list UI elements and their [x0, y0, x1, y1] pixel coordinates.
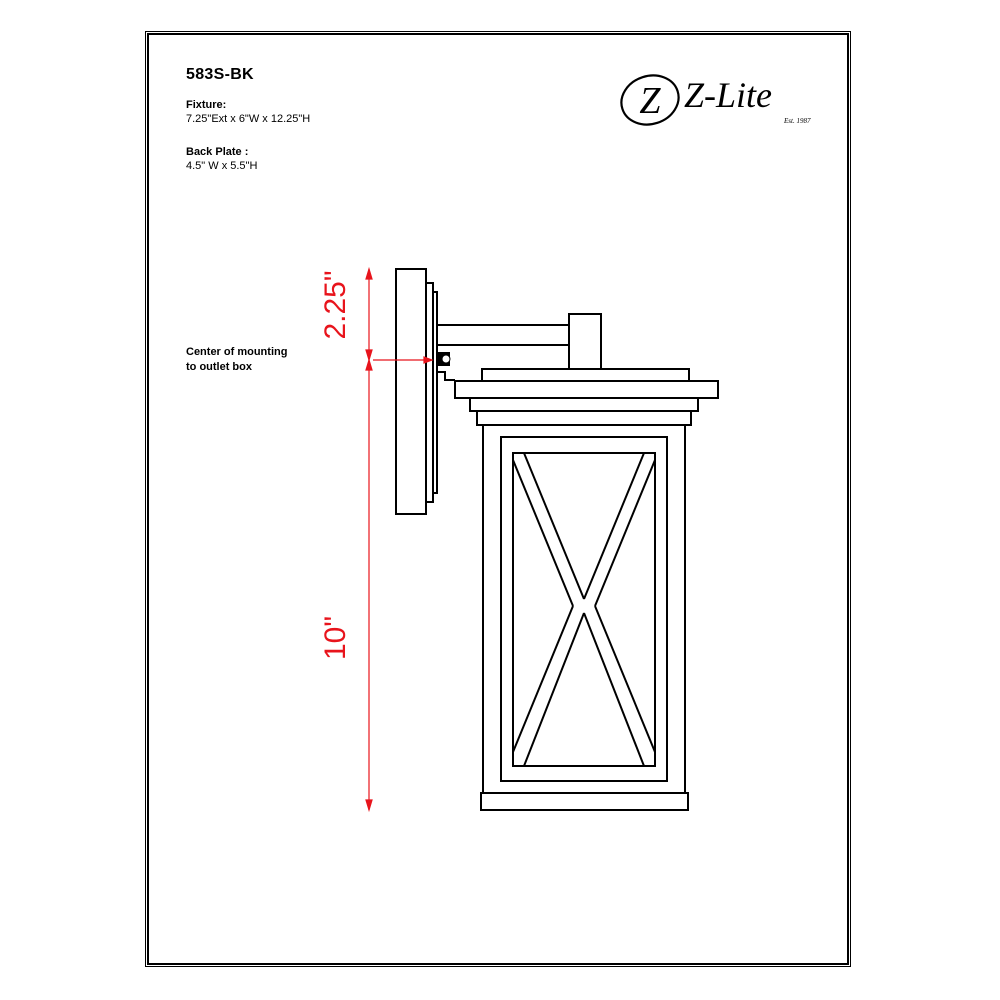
- fixture-label: Fixture:: [186, 99, 227, 111]
- mounting-leader-arrow: [424, 357, 432, 363]
- mounting-note-line1: Center of mounting: [186, 346, 288, 358]
- logo-monogram-letter: Z: [639, 80, 661, 122]
- backplate-dimensions: 4.5" W x 5.5"H: [186, 160, 258, 172]
- dimension-arrow-top: [366, 269, 372, 279]
- dimension-label-bottom: 10": [319, 615, 352, 661]
- dimension-arrow-mid-down: [366, 360, 372, 370]
- fixture-dimensions: 7.25"Ext x 6"W x 12.25"H: [186, 113, 311, 125]
- dimension-arrow-bottom: [366, 800, 372, 810]
- logo-wordmark: Z-Lite: [684, 75, 773, 115]
- dimension-label-top: 2.25": [319, 270, 352, 340]
- model-number: 583S-BK: [186, 66, 254, 83]
- mounting-note-line2: to outlet box: [186, 361, 252, 373]
- logo-established: Est. 1987: [784, 117, 811, 125]
- backplate-label: Back Plate :: [186, 146, 249, 158]
